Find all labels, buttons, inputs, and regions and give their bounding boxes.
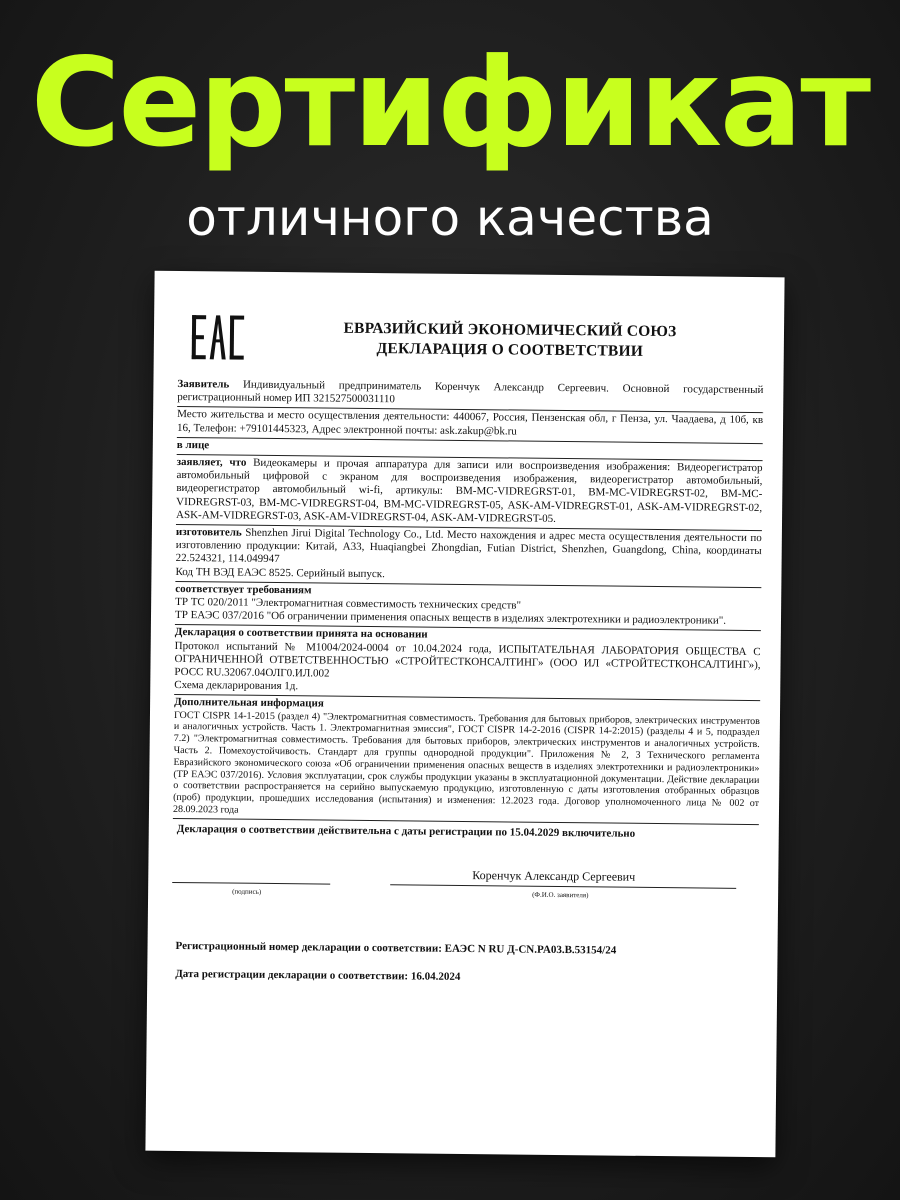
additional-label: Дополнительная информация (174, 696, 324, 710)
certificate-sheet (145, 271, 784, 1158)
manufacturer-label: изготовитель (175, 525, 242, 539)
address-section: Место жительства и место осуществления деятельности: 440067, Россия, Пензенская обл, г Пенза, ул. Чаадаева, д 10б, кв 16, Телефон: +79101445323, Адрес электронной почты: ask.zakup@bk.ru (177, 407, 763, 444)
manufacturer-section (175, 525, 762, 588)
eac-logo-icon (190, 313, 248, 362)
scheme-text: Схема декларирования 1д. (174, 679, 299, 693)
banner-subtitle: отличного качества (186, 189, 714, 247)
requirement-2: ТР ЕАЭС 037/2016 "Об ограничении применения опасных веществ в изделиях электротехники и радиоэлектроники". (174, 609, 727, 627)
certificate-content (172, 311, 764, 984)
header-union: ЕВРАЗИЙСКИЙ ЭКОНОМИЧЕСКИЙ СОЮЗ (343, 319, 677, 341)
signature-caption: (подпись) (232, 887, 262, 896)
additional-section (173, 695, 760, 825)
registration-date: Дата регистрации декларации о соответствии: 16.04.2024 (175, 968, 461, 984)
validity-text: Декларация о соответствии действительна с даты регистрации по 15.04.2029 включительно (176, 822, 636, 840)
header-declaration: ДЕКЛАРАЦИЯ О СООТВЕТСТВИИ (376, 340, 644, 360)
additional-text: ГОСТ CISPR 14-1-2015 (раздел 4) "Электромагнитная совместимость. Требования для бытовых приборов, электрических инструментов и аналогичных устройств. Часть 1. Электромагнитная эмиссия", ГОСТ CISPR 14-2-2016 (CISPR 14-2:2015) (разделы 4 и 5, подраздел 7.2) "Электромагнитная совместимость. Требования для бытовых приборов, электрических инструментов и аналогичных устройств. Часть 2. Помехоустойчивость. Стандарт для группы однородной продукции". Приложения № 2, 3 Технического регламента Евразийского экономического союза «Об ограничении применения опасных веществ в изделиях электротехники и радиоэлектроники» (ТР ЕАЭС 037/2016). Условия эксплуатации, срок службы продукции указаны в эксплуатационной документации. Действие декларации о соответствии распространяется на серийно выпускаемую продукцию, изготовленную с даты изготовления отобранных образцов (проб) продукции, прошедших исследования (испытания) и изменения: 12.2023 года. Договор уполномоченного лица № 002 от 28.09.2023 года (172, 709, 760, 816)
declares-text: Видеокамеры и прочая аппаратура для записи или воспроизведения изображения: Видеорегистратор автомобильный цифровой с экраном для воспроизведения изображения, видеорегистратор автомобильный, видеорегистратор автомобильный wi-fi, артикулы: BM-MC-VIDREGRST-01, BM-MC-VIDREGRST-02, BM-MC-VIDREGRST-03, BM-MC-VIDREGRST-04, BM-MC-VIDREGRST-05, ASK-AM-VIDREGRST-01, ASK-AM-VIDREGRST-02, ASK-AM-VIDREGRST-03, ASK-AM-VIDREGRST-04, ASK-AM-VIDREGRST-05. (176, 456, 763, 525)
document-body (171, 377, 763, 998)
declares-section (176, 455, 763, 531)
basis-section (174, 625, 761, 701)
declares-label: заявляет, что (176, 455, 247, 469)
applicant-label: Заявитель (177, 377, 230, 391)
in-person-label: в лице (177, 438, 763, 461)
signer-caption: (Ф.И.О. заявителя) (532, 890, 589, 900)
registration-block (171, 912, 758, 998)
requirements-section (175, 582, 761, 632)
banner-title: Сертификат (30, 32, 870, 174)
requirement-1: ТР ТС 020/2011 "Электромагнитная совместимость технических средств" (175, 596, 522, 612)
applicant-text: Индивидуальный предприниматель Коренчук Александр Сергеевич. Основной государственный регистрационный номер ИП 321527500031110 (177, 378, 764, 406)
requirements-label: соответствует требованиям (175, 582, 312, 597)
registration-number: Регистрационный номер декларации о соответствии: ЕАЭС N RU Д-CN.PA03.B.53154/24 (175, 940, 617, 957)
basis-text: Протокол испытаний № М1004/2024-0004 от 10.04.2024 года, ИСПЫТАТЕЛЬНАЯ ЛАБОРАТОРИЯ ОБЩЕСТВА С ОГРАНИЧЕННОЙ ОТВЕТСТВЕННОСТЬЮ «СТРОЙТЕСТКОНСАЛТИНГ» (ООО ИЛ «СТРОЙТЕСТКОНСАЛТИНГ»), РОСС RU.32067.04ОЛГ0.ИЛ.002 (174, 639, 761, 680)
tn-ved-code: Код ТН ВЭД ЕАЭС 8525. Серийный выпуск. (175, 565, 385, 580)
manufacturer-text: Shenzhen Jirui Digital Technology Co., Ltd. Место нахождения и адрес места осуществления деятельности по изготовлению продукции: Китай, A33, Huaqiangbei Zhongdian, Futian District, Shenzhen, Guangdong, China, координаты 22.524321, 114.049947 (175, 526, 762, 566)
signer-name: Коренчук Александр Сергеевич (472, 868, 636, 884)
signature-row (172, 842, 759, 918)
basis-label: Декларация о соответствии принята на основании (174, 626, 428, 642)
signature-line (172, 882, 330, 885)
document-header (270, 318, 750, 363)
